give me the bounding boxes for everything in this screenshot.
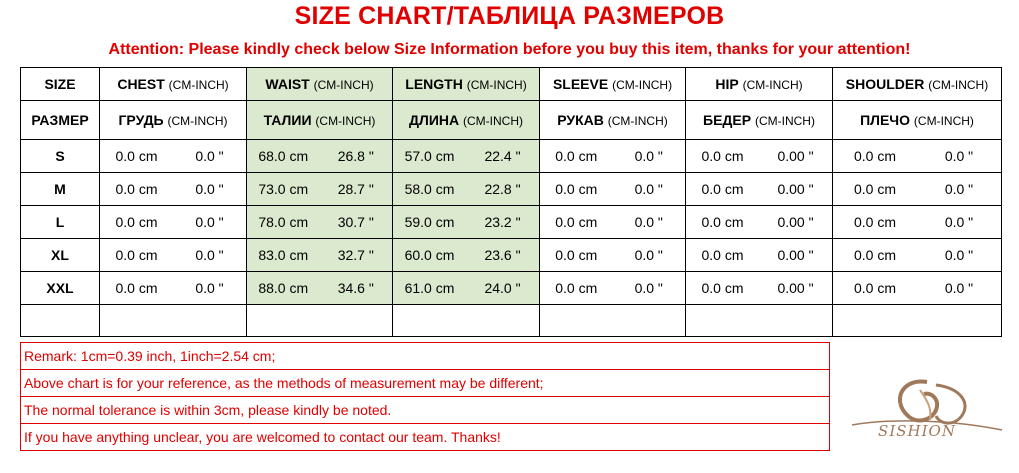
column-header-chest [100,101,247,140]
size-label: M [21,173,100,206]
page-title: SIZE CHART/ТАБЛИЦА РАЗМЕРОВ [294,2,725,30]
column-header-label: БЕДЕР [703,112,752,128]
cm-value: 0.0 cm [853,280,896,296]
inch-value: 0.0 " [634,214,663,230]
remark-line: The normal tolerance is within 3cm, please kindly be noted. [21,397,830,424]
unit-label: (CM-INCH) [928,78,989,92]
unit-label: (CM-INCH) [607,114,668,128]
cm-value: 78.0 cm [258,214,309,230]
empty-row [21,305,1002,337]
empty-cell [833,305,1002,337]
inch-value: 23.6 " [484,247,521,263]
column-header-label: РАЗМЕР [31,112,89,128]
unit-label: (CM-INCH) [466,78,527,92]
cm-value: 0.0 cm [701,247,744,263]
measurement-cell [540,173,686,206]
column-header-label: ГРУДЬ [118,112,164,128]
remark-line: If you have anything unclear, you are welcomed to contact our team. Thanks! [21,424,830,451]
measurement-cell [247,239,393,272]
measurement-cell [833,206,1002,239]
empty-cell [21,305,100,337]
column-header-shoulder [833,68,1002,101]
column-header-size [21,68,100,101]
measurement-cell [540,272,686,305]
inch-value: 0.00 " [777,247,814,263]
unit-label: (CM-INCH) [742,78,803,92]
unit-label: (CM-INCH) [463,114,523,128]
inch-value: 0.0 " [195,148,224,164]
header-row-en [21,68,1002,101]
column-header-chest [100,68,247,101]
inch-value: 0.00 " [777,214,814,230]
cm-value: 0.0 cm [701,181,744,197]
column-header-waist [247,101,393,140]
inch-value: 0.0 " [634,148,663,164]
unit-label: (CM-INCH) [612,78,673,92]
table-row [21,206,1002,239]
measurement-cell [833,173,1002,206]
measurement-cell [393,239,540,272]
cm-value: 0.0 cm [555,148,598,164]
column-header-shoulder [833,101,1002,140]
cm-value: 0.0 cm [115,148,158,164]
measurement-cell [100,239,247,272]
cm-value: 0.0 cm [853,247,896,263]
measurement-cell [247,173,393,206]
cm-value: 0.0 cm [853,181,896,197]
inch-value: 0.0 " [634,181,663,197]
table-row [21,173,1002,206]
table-row [21,272,1002,305]
measurement-cell [247,272,393,305]
cm-value: 0.0 cm [555,214,598,230]
measurement-cell [247,206,393,239]
column-header-label: WAIST [265,76,310,92]
attention-notice: Attention: Please kindly check below Size Information before you buy this item, thanks for your attention! [108,41,911,58]
unit-label: (CM-INCH) [315,114,376,128]
cm-value: 0.0 cm [701,280,744,296]
size-label: XL [21,239,100,272]
column-header-label: SLEEVE [552,76,609,92]
size-label: S [21,140,100,173]
inch-value: 0.0 " [195,247,224,263]
cm-value: 0.0 cm [115,280,158,296]
cm-value: 59.0 cm [404,214,455,230]
unit-label: (CM-INCH) [167,114,228,128]
measurement-cell [833,140,1002,173]
cm-value: 88.0 cm [258,280,309,296]
column-header-label: SHOULDER [845,76,925,92]
inch-value: 0.0 " [944,247,974,263]
size-label: L [21,206,100,239]
inch-value: 26.8 " [337,148,374,164]
cm-value: 0.0 cm [853,214,896,230]
column-header-label: РУКАВ [557,112,604,128]
cm-value: 60.0 cm [404,247,455,263]
inch-value: 0.00 " [777,148,814,164]
cm-value: 58.0 cm [404,181,455,197]
column-header-label: SIZE [44,76,76,92]
empty-cell [686,305,833,337]
header-row-ru [21,101,1002,140]
measurement-cell [247,140,393,173]
inch-value: 0.0 " [634,247,663,263]
column-header-sleeve [540,101,686,140]
column-header-label: ДЛИНА [409,112,460,128]
measurement-cell [833,239,1002,272]
unit-label: (CM-INCH) [168,78,229,92]
column-header-label: HIP [715,76,739,92]
inch-value: 0.0 " [634,280,663,296]
measurement-cell [100,272,247,305]
column-header-length [393,101,540,140]
remarks-table [20,342,830,451]
table-row [21,239,1002,272]
measurement-cell [686,173,833,206]
column-header-hip [686,68,833,101]
measurement-cell [686,239,833,272]
measurement-cell [686,206,833,239]
column-header-label: LENGTH [405,76,463,92]
column-header-size [21,101,100,140]
cm-value: 68.0 cm [258,148,309,164]
measurement-cell [393,272,540,305]
column-header-length [393,68,540,101]
inch-value: 22.4 " [484,148,521,164]
inch-value: 0.0 " [195,181,224,197]
cm-value: 0.0 cm [701,148,744,164]
inch-value: 24.0 " [484,280,521,296]
inch-value: 32.7 " [337,247,374,263]
column-header-waist [247,68,393,101]
inch-value: 0.00 " [777,280,814,296]
measurement-cell [393,173,540,206]
measurement-cell [686,272,833,305]
cm-value: 0.0 cm [555,280,598,296]
measurement-cell [540,140,686,173]
cm-value: 0.0 cm [853,148,896,164]
inch-value: 0.0 " [944,181,974,197]
column-header-label: CHEST [117,76,165,92]
cm-value: 57.0 cm [404,148,455,164]
brand-logo-text: SISHION [878,422,956,440]
cm-value: 83.0 cm [258,247,309,263]
empty-cell [393,305,540,337]
measurement-cell [100,206,247,239]
inch-value: 0.0 " [944,148,974,164]
inch-value: 34.6 " [337,280,374,296]
cm-value: 0.0 cm [115,247,158,263]
measurement-cell [833,272,1002,305]
inch-value: 22.8 " [484,181,521,197]
inch-value: 0.00 " [777,181,814,197]
cm-value: 0.0 cm [555,247,598,263]
measurement-cell [540,206,686,239]
unit-label: (CM-INCH) [754,114,815,128]
unit-label: (CM-INCH) [313,78,374,92]
measurement-cell [393,140,540,173]
empty-cell [247,305,393,337]
inch-value: 0.0 " [195,280,224,296]
remark-line: Remark: 1cm=0.39 inch, 1inch=2.54 cm; [21,343,830,370]
cm-value: 0.0 cm [701,214,744,230]
measurement-cell [540,239,686,272]
cm-value: 0.0 cm [115,214,158,230]
size-chart-table [20,67,1002,337]
empty-cell [540,305,686,337]
measurement-cell [686,140,833,173]
cm-value: 0.0 cm [115,181,158,197]
inch-value: 0.0 " [944,280,974,296]
remark-line: Above chart is for your reference, as the methods of measurement may be different; [21,370,830,397]
measurement-cell [100,173,247,206]
inch-value: 0.0 " [195,214,224,230]
column-header-label: ПЛЕЧО [860,112,911,128]
empty-cell [100,305,247,337]
column-header-label: ТАЛИИ [263,112,312,128]
cm-value: 61.0 cm [404,280,455,296]
table-row [21,140,1002,173]
unit-label: (CM-INCH) [913,114,974,128]
inch-value: 0.0 " [944,214,974,230]
column-header-sleeve [540,68,686,101]
cm-value: 73.0 cm [258,181,309,197]
column-header-hip [686,101,833,140]
inch-value: 30.7 " [337,214,374,230]
measurement-cell [393,206,540,239]
measurement-cell [100,140,247,173]
size-label: XXL [21,272,100,305]
cm-value: 0.0 cm [555,181,598,197]
brand-logo-icon [832,370,1012,460]
inch-value: 28.7 " [337,181,374,197]
inch-value: 23.2 " [484,214,521,230]
